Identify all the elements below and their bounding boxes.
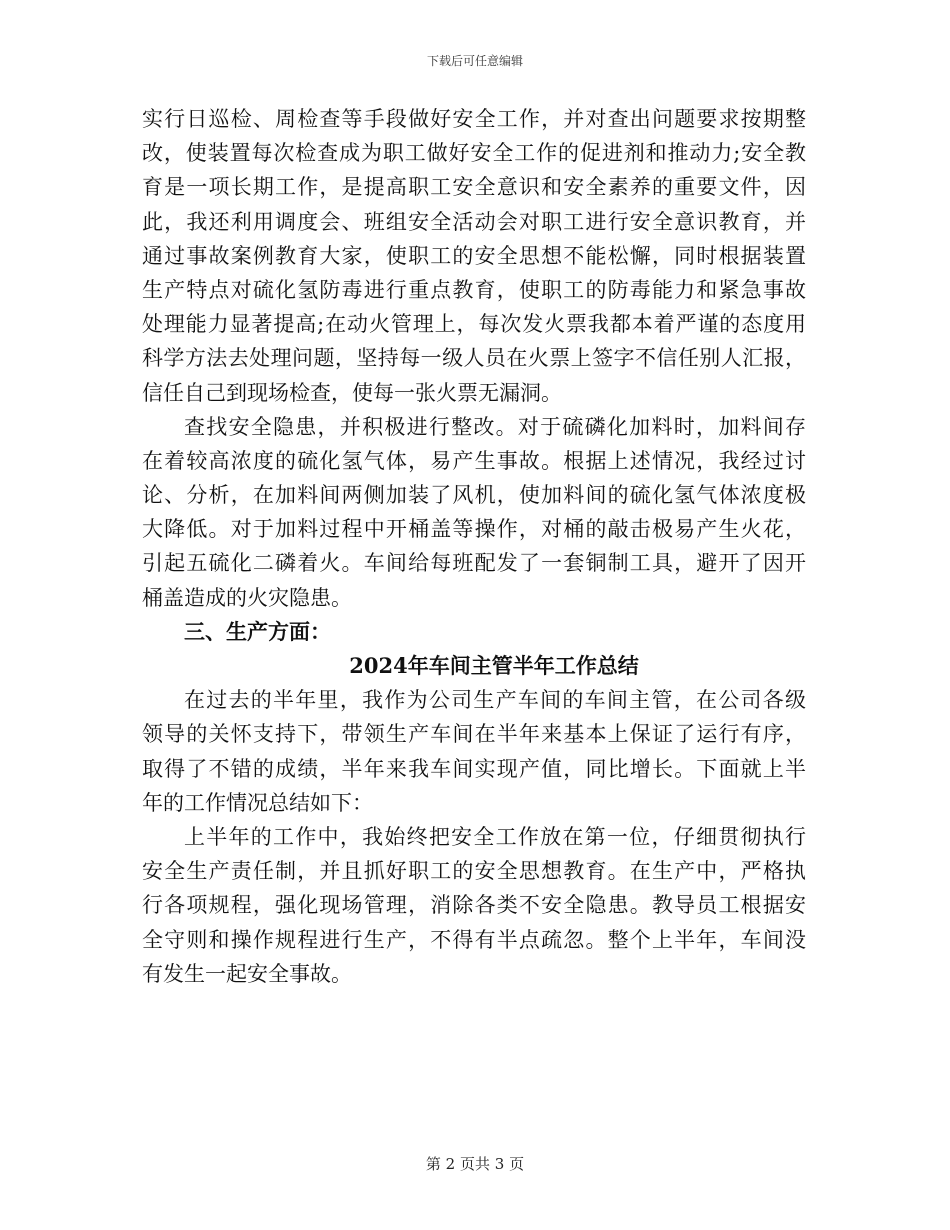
text-line: 行各项规程，强化现场管理，消除各类不安全隐患。教导员工根据安 xyxy=(142,893,806,918)
text-line: 查找安全隐患，并积极进行整改。对于硫磷化加料时，加料间存 xyxy=(184,414,806,439)
text-line: 此，我还利用调度会、班组安全活动会对职工进行安全意识教育，并 xyxy=(142,209,806,234)
text-line: 论、分析，在加料间两侧加装了风机，使加料间的硫化氢气体浓度极 xyxy=(142,483,806,508)
text-line: 在过去的半年里，我作为公司生产车间的车间主管，在公司各级 xyxy=(184,688,806,713)
document-title: 2024年车间主管半年工作总结 xyxy=(349,653,639,678)
text-line: 全守则和操作规程进行生产，不得有半点疏忽。整个上半年，车间没 xyxy=(142,927,806,952)
page-number: 第 2 页共 3 页 xyxy=(425,1155,525,1173)
text-line: 通过事故案例教育大家，使职工的安全思想不能松懈，同时根据装置 xyxy=(142,243,806,268)
text-line: 大降低。对于加料过程中开桶盖等操作，对桶的敲击极易产生火花， xyxy=(142,517,806,542)
text-line: 信任自己到现场检查，使每一张火票无漏洞。 xyxy=(142,380,562,405)
text-line: 安全生产责任制，并且抓好职工的安全思想教育。在生产中，严格执 xyxy=(142,859,806,884)
text-line: 处理能力显著提高;在动火管理上，每次发火票我都本着严谨的态度用 xyxy=(142,312,806,337)
paragraph-safety-inspection xyxy=(142,102,806,410)
paragraph-hazard-rectification xyxy=(142,410,806,615)
text-line: 有发生一起安全事故。 xyxy=(142,961,352,986)
document-body xyxy=(142,102,806,991)
text-line: 引起五硫化二磷着火。车间给每班配发了一套铜制工具，避开了因开 xyxy=(142,551,806,576)
text-line: 桶盖造成的火灾隐患。 xyxy=(142,585,352,610)
text-line: 取得了不错的成绩，半年来我车间实现产值，同比增长。下面就上半 xyxy=(142,756,806,781)
paragraph-introduction xyxy=(142,683,806,820)
page-header: 下载后可任意编辑 xyxy=(426,54,523,68)
text-line: 改，使装置每次检查成为职工做好安全工作的促进剂和推动力;安全教 xyxy=(142,141,806,166)
text-line: 领导的关怀支持下，带领生产车间在半年来基本上保证了运行有序， xyxy=(142,722,806,747)
text-line: 年的工作情况总结如下： xyxy=(142,790,373,815)
text-line: 科学方法去处理问题，坚持每一级人员在火票上签字不信任别人汇报， xyxy=(142,346,806,371)
text-line: 在着较高浓度的硫化氢气体，易产生事故。根据上述情况，我经过讨 xyxy=(142,448,806,473)
section-heading: 三、生产方面： xyxy=(184,618,331,644)
text-line: 生产特点对硫化氢防毒进行重点教育，使职工的防毒能力和紧急事故 xyxy=(142,277,806,302)
paragraph-safety-first xyxy=(142,820,806,991)
text-line: 育是一项长期工作，是提高职工安全意识和安全素养的重要文件，因 xyxy=(142,175,806,200)
text-line: 上半年的工作中，我始终把安全工作放在第一位，仔细贯彻执行 xyxy=(184,824,806,849)
text-line: 实行日巡检、周检查等手段做好安全工作，并对查出问题要求按期整 xyxy=(142,107,806,131)
